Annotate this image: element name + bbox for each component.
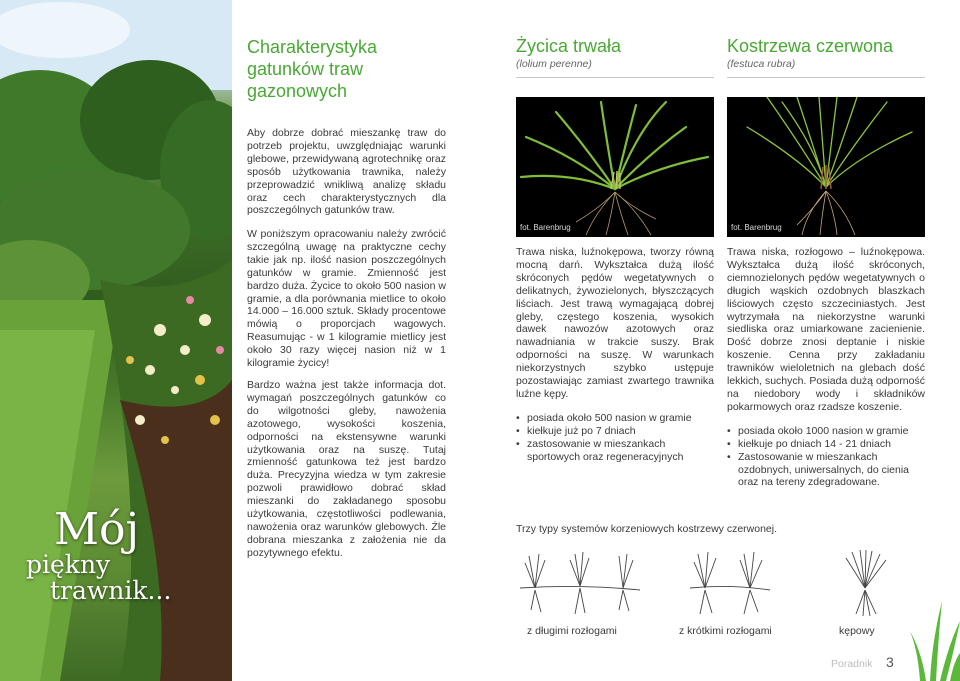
page-number: 3 <box>886 654 894 670</box>
photo-credit: fot. Barenbrug <box>520 223 571 232</box>
species-2-latin: (festuca rubra) <box>727 58 796 70</box>
species-1-section <box>516 246 714 464</box>
cover-title-line2: piękny <box>26 550 111 579</box>
species-2-photo <box>727 97 925 237</box>
species-2-section <box>727 246 925 489</box>
long-rhizome-illustration <box>515 548 645 618</box>
species-2-bullets <box>727 425 925 490</box>
species-1-latin: (lolium perenne) <box>516 58 592 70</box>
page-heading: Charakterystyka gatunków traw gazonowych <box>247 37 378 101</box>
root-label-short: z krótkimi rozłogami <box>679 625 772 637</box>
short-rhizome-illustration <box>680 548 780 618</box>
cover-title-line1: Mój <box>54 504 140 555</box>
photo-credit: fot. Barenbrug <box>731 223 782 232</box>
footer-label: Poradnik <box>831 658 873 670</box>
list-item: • posiada około 1000 nasion w gramie <box>727 425 925 438</box>
root-label-tufted: kępowy <box>839 625 875 637</box>
species-2-description: Trawa niska, rozłogowo – luźnokępowa. Wykształca dużą ilość skróconych, ciemnozielonych pędów wegetatywnych o długich wąskich ozdobnych blaszkach liściowych często szczeciniastych. Jest wytrzymała na niekorzystne warunki siedliska oraz umiarkowane zacienienie. Dość dobrze znosi deptanie i niskie koszenie. Cenna przy zakładaniu trawników wieloletnich na glebach dość lekkich, suchych. Posiada dużą odporność na niedobory wody i składników pokarmowych oraz rzadsze koszenie. <box>727 246 925 413</box>
seeds-paragraph: W poniższym opracowaniu należy zwrócić szczególną uwagę na praktyczne cechy takie jak np. ilość nasion poszczególnych gatunków w gramie. Zmienność jest bardzo duża. Życice to około 500 nasion w gramie, a dla porównania mietlice to około 14.000 – 16.000 sztuk. Składy procentowe mówią o proporcjach wagowych. Reasumując - w 1 kilogramie mietlicy jest około 30 razy więcej nasion niż w 1 kilogramie życicy! <box>247 228 446 370</box>
intro-paragraph: Aby dobrze dobrać mieszankę traw do potrzeb projektu, uwzględniając warunki glebowe, przewidywaną agrotechnikę oraz sposób użytkowania trawnika, należy przeprowadzić wnikliwą analizę składu oraz cech charakterystycznych dla poszczególnych gatunków traw. <box>247 127 446 217</box>
species-1-bullets <box>516 412 714 464</box>
cover-title <box>20 504 172 605</box>
requirements-paragraph: Bardzo ważna jest także informacja dot. wymagań poszczególnych gatunków co do wilgotności gleby, nawożenia azotowego, wysokości koszenia, odporności na ekstensywne warunki użytkowania oraz na suszę. Tutaj zmienność gatunkowa też jest bardzo duża. Precyzyjna wiedza w tym zakresie pozwoli prawidłowo dobrać skład mieszanki do zakładanego sposobu użytkowania, częstotliwości podlewania, nawożenia oraz warunków glebowych. Źle dobrana mieszanka z założenia nie da pozytywnego efektu. <box>247 379 446 559</box>
list-item: • posiada około 500 nasion w gramie <box>516 412 714 425</box>
cover-title-line3: trawnik... <box>50 576 172 605</box>
list-item: • kiełkuje już po 7 dniach <box>516 425 714 438</box>
species-1-description: Trawa niska, luźnokępowa, tworzy równą mocną darń. Wykształca dużą ilość skróconych pędów wegetatywnych o delikatnych, żywozielonych, błyszczących liściach. Jest trawą wymagającą dobrej gleby, częstego koszenia, wysokich dawek nawozów azotowych oraz nawadniania w trakcie suszy. Brak odporności na suszę. W warunkach niekorzystnych szybko ustępuje pozostawiając zamiast zwartego trawnika luźne kępy. <box>516 246 714 400</box>
divider <box>516 77 714 78</box>
list-item: • kiełkuje po dniach 14 - 21 dniach <box>727 438 925 451</box>
garden-photo <box>0 0 232 681</box>
grass-decoration <box>870 591 960 681</box>
species-1-name: Życica trwała <box>516 36 622 56</box>
divider <box>727 77 925 78</box>
roots-caption: Trzy typy systemów korzeniowych kostrzewy czerwonej. <box>516 523 778 535</box>
list-item: • Zastosowanie w mieszankach ozdobnych, uniwersalnych, do cienia oraz na tereny zdegradowane. <box>727 451 925 490</box>
species-1-photo <box>516 97 714 237</box>
species-2-name: Kostrzewa czerwona <box>727 36 894 56</box>
root-label-long: z długimi rozłogami <box>527 625 617 637</box>
list-item: • zastosowanie w mieszankach sportowych oraz regeneracyjnych <box>516 438 714 464</box>
